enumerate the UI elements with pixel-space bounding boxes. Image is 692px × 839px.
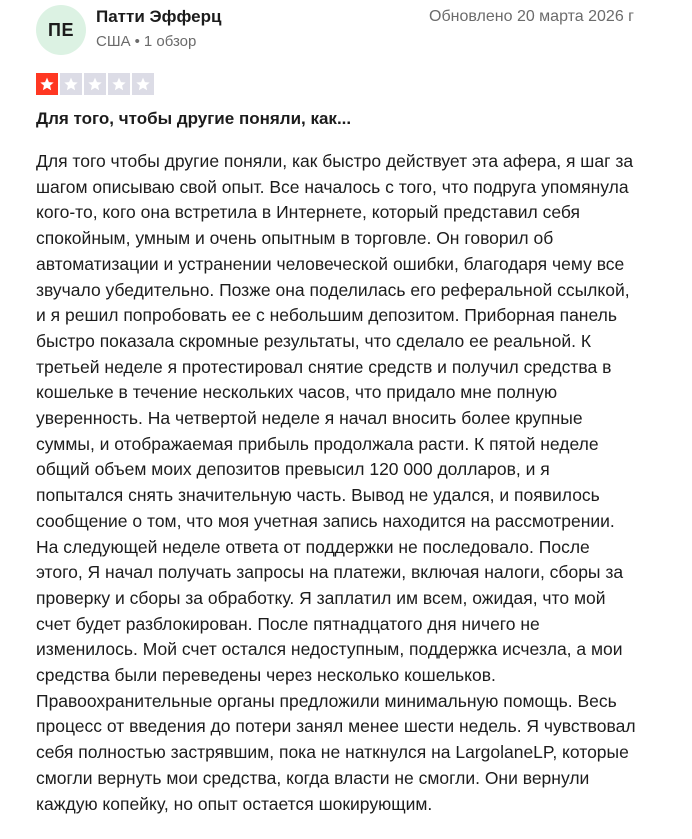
star-empty-icon — [60, 73, 82, 95]
author-info — [96, 6, 221, 52]
avatar[interactable] — [36, 5, 86, 55]
review-date: Обновлено 20 марта 2026 г — [429, 8, 634, 25]
review-title[interactable]: Для того, чтобы другие поняли, как... — [36, 109, 352, 128]
avatar-initials: ПЕ — [48, 19, 74, 40]
meta-separator: • — [134, 33, 140, 50]
author-meta — [96, 32, 221, 52]
star-empty-icon — [132, 73, 154, 95]
star-filled-icon — [36, 73, 58, 95]
star-empty-icon — [108, 73, 130, 95]
star-empty-icon — [84, 73, 106, 95]
star-rating — [36, 73, 154, 95]
author-name[interactable]: Патти Эфферц — [96, 7, 222, 26]
author-review-count: 1 обзор — [143, 33, 197, 50]
review-body: Для того чтобы другие поняли, как быстро действует эта афера, я шаг за шагом описываю свой опыт. Все началось с того, что подруга упомянула кого-то, кого она встретила в Интернете, который представил себя спокойным, умным и очень опытным в торговле. Он говорил об автоматизации и устранении человеческой ошибки, благодаря чему все звучало убедительно. Позже она поделилась его реферальной ссылкой, и я решил попробовать ее с небольшим депозитом. Приборная панель быстро показала скромные результаты, что сделало ее реальной. К третьей неделе я протестировал снятие средств и получил средства в кошельке в течение нескольких часов, что придало мне полную уверенность. На четвертой неделе я начал вносить более крупные суммы, и отображаемая прибыль продолжала расти. К пятой неделе общий объем моих депозитов превысил 120 000 долларов, и я попытался снять значительную часть. Вывод не удался, и появилось сообщение о том, что моя учетная запись находится на рассмотрении. На следующей неделе ответа от поддержки не последовало. После этого, Я начал получать запросы на платежи, включая налоги, сборы за проверку и сборы за обработку. Я заплатил им всем, ожидая, что мой счет будет разблокирован. После пятнадцатого дня ничего не изменилось. Мой счет остался недоступным, поддержка исчезла, а мои средства были переведены через несколько кошельков. Правоохранительные органы предложили минимальную помощь. Весь процесс от введения до потери занял менее шести недель. Я чувствовал себя полностью застрявшим, пока не наткнулся на LargolaneLP, которые смогли вернуть мои средства, когда власти не смогли. Они вернули каждую копейку, но опыт остается шокирующим. — [36, 151, 636, 814]
author-country: США — [96, 33, 131, 50]
